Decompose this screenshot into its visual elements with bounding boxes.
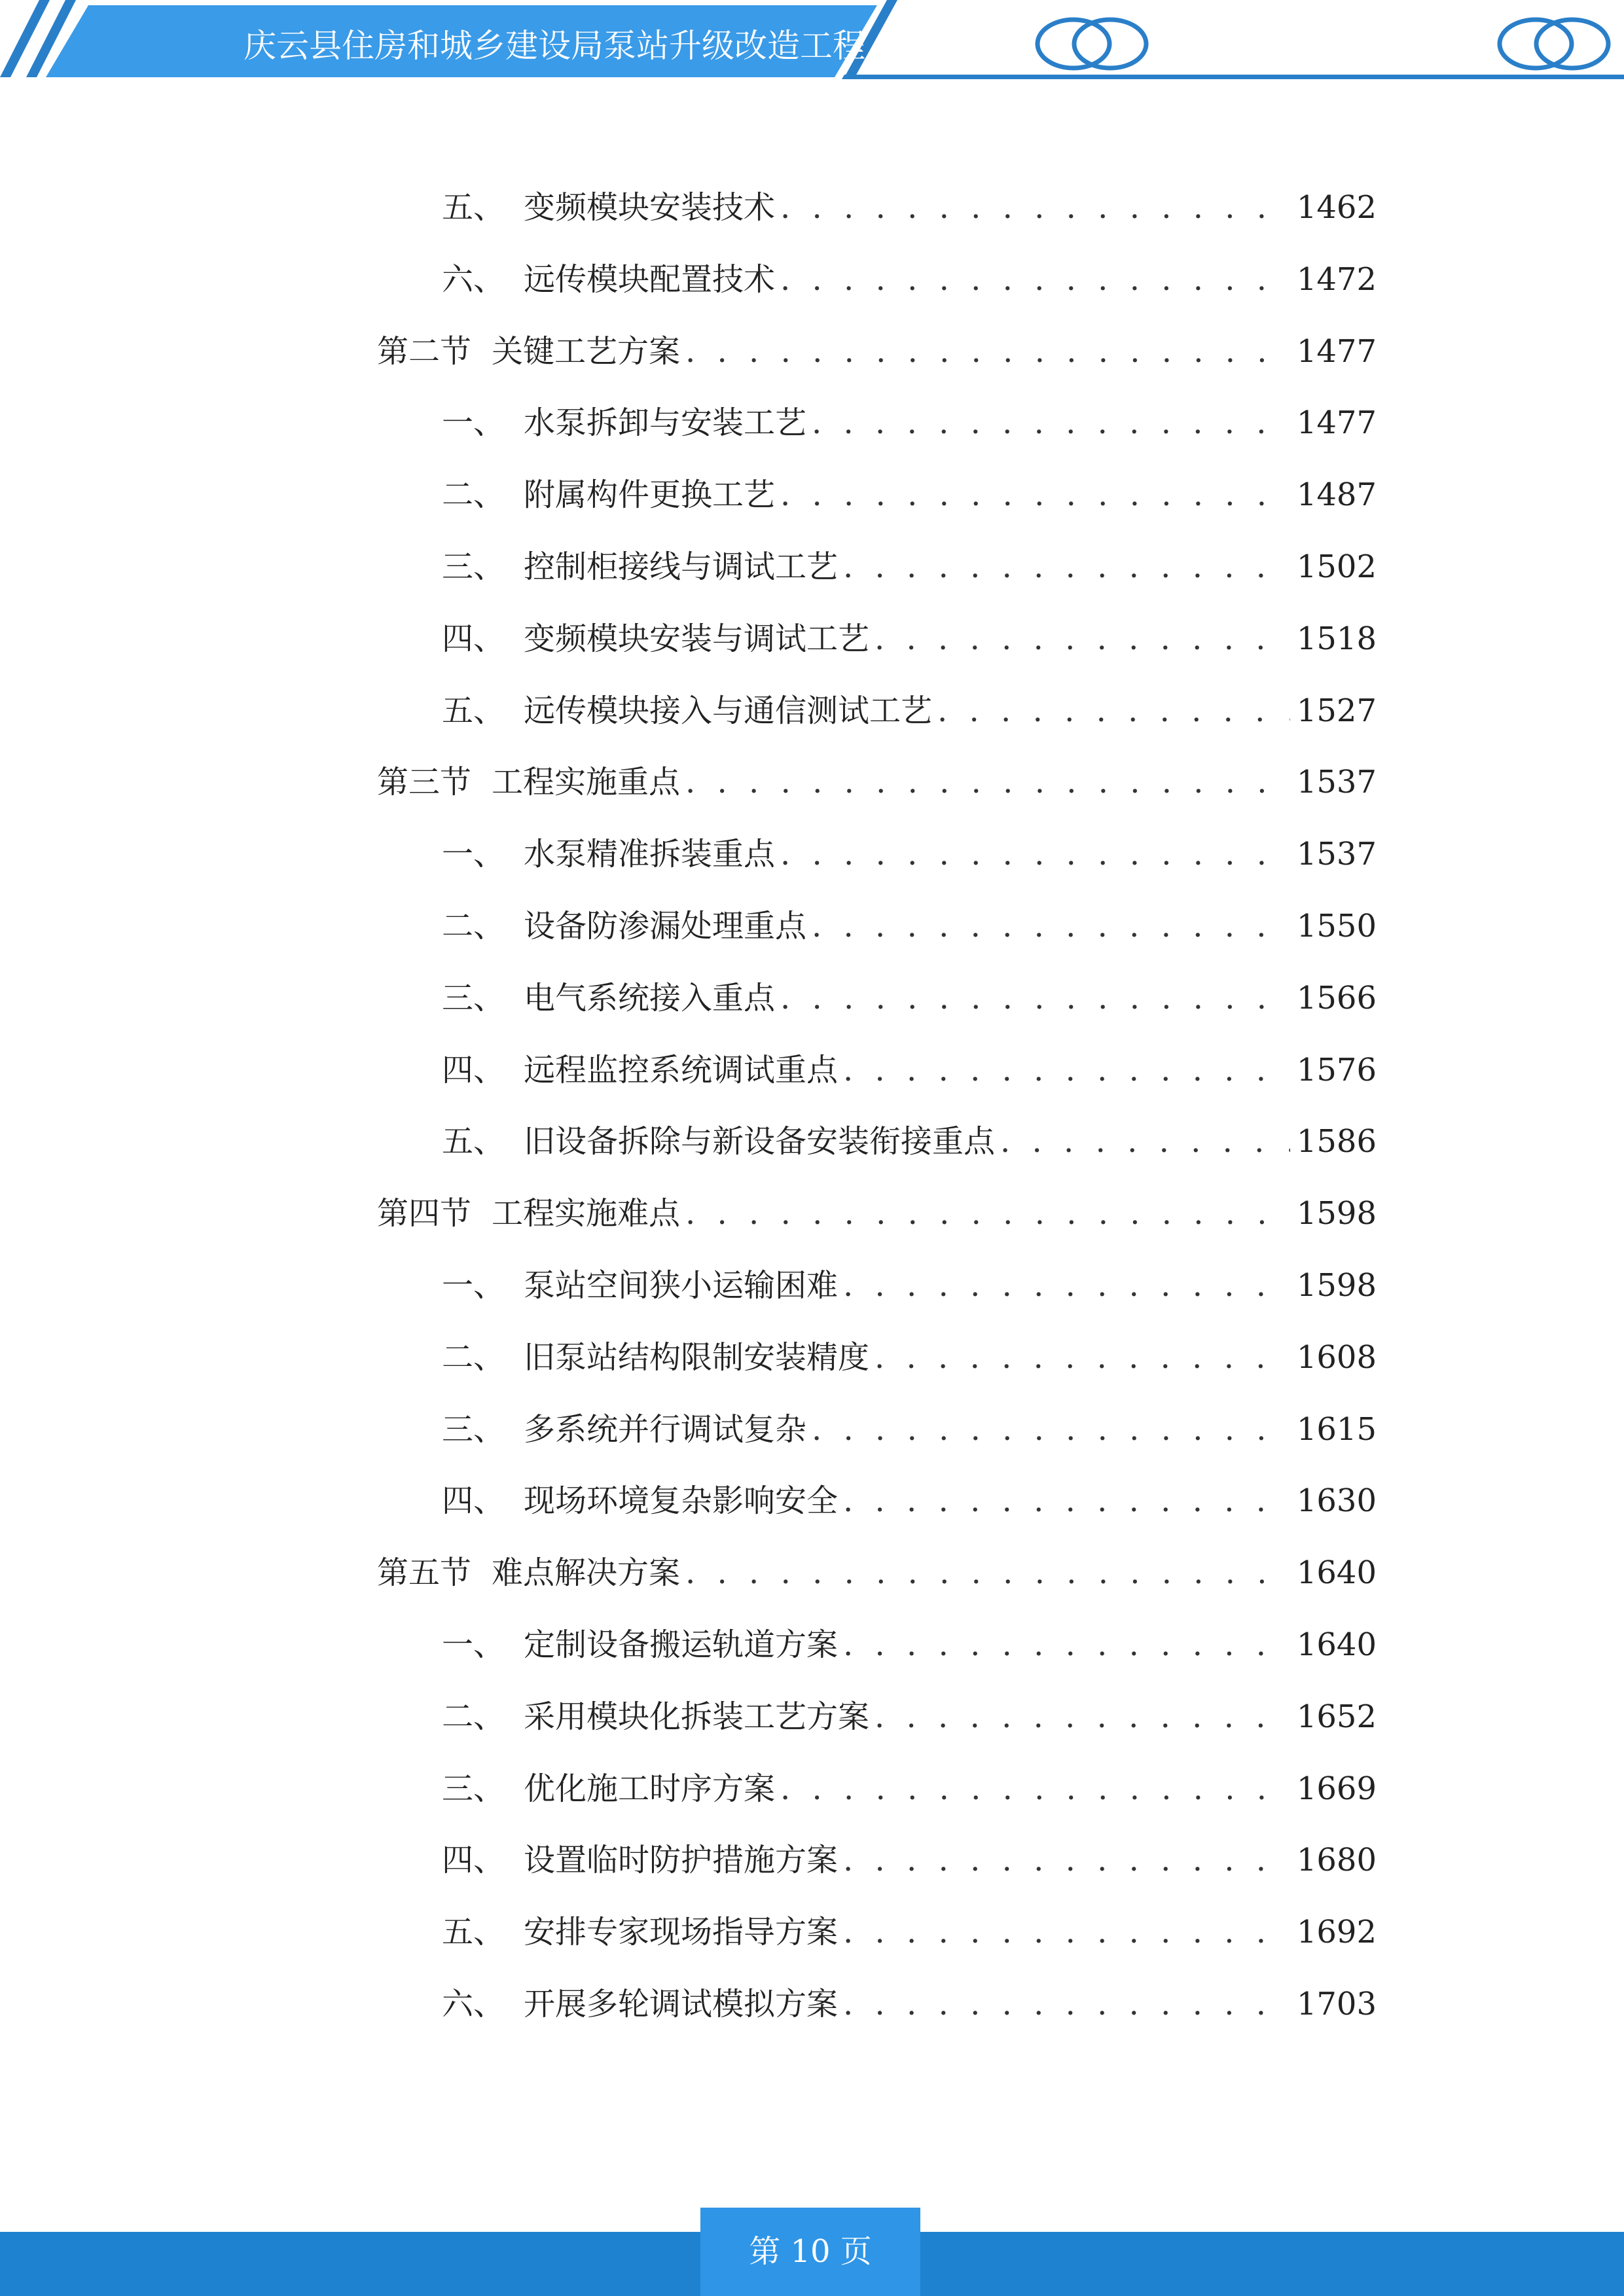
toc-dot-leader <box>843 1047 1290 1093</box>
toc-entry-title: 难点解决方案 <box>492 1554 681 1592</box>
toc-entry-page: 1502 <box>1296 548 1377 585</box>
toc-entry-title: 旧设备拆除与新设备安装衔接重点 <box>524 1123 996 1160</box>
toc-dot-leader <box>843 1909 1290 1955</box>
toc-entry-number: 三、 <box>442 1410 505 1448</box>
toc-entry-title: 远传模块配置技术 <box>524 260 776 298</box>
toc-entry-page: 1598 <box>1296 1195 1377 1232</box>
toc-entry-number: 五、 <box>442 692 505 729</box>
toc-entry[interactable] <box>442 831 1377 877</box>
toc-entry-number: 二、 <box>442 908 505 944</box>
toc-entry-number: 四、 <box>442 1842 505 1879</box>
toc-entry[interactable] <box>442 1119 1377 1164</box>
toc-entry-page: 1615 <box>1296 1410 1377 1448</box>
toc-entry-number: 三、 <box>442 548 505 585</box>
toc-entry-page: 1703 <box>1296 1986 1377 2022</box>
toc-entry-page: 1680 <box>1296 1842 1377 1879</box>
toc-entry-title: 水泵拆卸与安装工艺 <box>524 404 807 442</box>
toc-entry[interactable] <box>442 544 1377 590</box>
toc-entry-title: 现场环境复杂影响安全 <box>524 1482 839 1520</box>
toc-entry-page: 1537 <box>1296 764 1377 801</box>
toc-entry-title: 变频模块安装技术 <box>524 189 776 226</box>
toc-dot-leader <box>1000 1119 1290 1164</box>
toc-entry-number: 一、 <box>442 836 505 873</box>
toc-dot-leader <box>685 759 1290 805</box>
toc-entry-title: 变频模块安装与调试工艺 <box>524 620 870 657</box>
toc-entry-page: 1640 <box>1296 1554 1377 1592</box>
double-ring-logo-icon <box>1033 14 1151 73</box>
toc-entry[interactable] <box>442 975 1377 1021</box>
toc-entry[interactable] <box>442 1622 1377 1668</box>
toc-entry[interactable] <box>442 257 1377 302</box>
toc-entry-number: 五、 <box>442 189 505 226</box>
toc-dot-leader <box>812 903 1290 949</box>
toc-dot-leader <box>780 831 1290 877</box>
toc-entry[interactable] <box>442 1335 1377 1380</box>
toc-entry[interactable] <box>442 1694 1377 1740</box>
toc-entry-page: 1477 <box>1296 404 1377 442</box>
toc-entry[interactable] <box>442 903 1377 949</box>
toc-entry-title: 控制柜接线与调试工艺 <box>524 548 839 585</box>
toc-entry[interactable] <box>442 616 1377 662</box>
toc-entry-number: 四、 <box>442 620 505 657</box>
toc-dot-leader <box>780 472 1290 518</box>
toc-entry[interactable] <box>442 1478 1377 1524</box>
toc-dot-leader <box>812 400 1290 446</box>
toc-entry-title: 泵站空间狭小运输困难 <box>524 1267 839 1304</box>
toc-entry-number: 一、 <box>442 1267 505 1304</box>
toc-dot-leader <box>685 1550 1290 1596</box>
toc-entry-title: 多系统并行调试复杂 <box>524 1410 807 1448</box>
toc-entry-title: 安排专家现场指导方案 <box>524 1914 839 1951</box>
toc-dot-leader <box>685 1191 1290 1236</box>
toc-entry-page: 1462 <box>1296 189 1377 226</box>
toc-dot-leader <box>685 329 1290 374</box>
toc-entry[interactable] <box>442 185 1377 230</box>
toc-entry[interactable] <box>442 1837 1377 1883</box>
toc-dot-leader <box>843 544 1290 590</box>
toc-dot-leader <box>875 1335 1290 1380</box>
header-title: 庆云县住房和城乡建设局泵站升级改造工程 <box>244 27 865 65</box>
toc-entry-number: 一、 <box>442 404 505 442</box>
toc-entry-number: 第五节 <box>377 1554 472 1592</box>
toc-entry-title: 关键工艺方案 <box>492 332 681 370</box>
toc-entry-number: 第三节 <box>377 764 472 801</box>
toc-entry-number: 四、 <box>442 1051 505 1088</box>
toc-entry-number: 六、 <box>442 1986 505 2022</box>
page-header <box>0 0 1624 85</box>
toc-entry-page: 1692 <box>1296 1914 1377 1951</box>
toc-dot-leader <box>780 257 1290 302</box>
toc-entry-page: 1518 <box>1296 620 1377 657</box>
toc-dot-leader <box>780 975 1290 1021</box>
toc-dot-leader <box>843 1622 1290 1668</box>
toc-entry-title: 旧泵站结构限制安装精度 <box>524 1338 870 1376</box>
toc-dot-leader <box>843 1478 1290 1524</box>
toc-entry[interactable] <box>442 1766 1377 1812</box>
toc-entry-title: 远程监控系统调试重点 <box>524 1051 839 1088</box>
page-number: 第 10 页 <box>700 2208 920 2296</box>
toc-entry[interactable] <box>442 1047 1377 1093</box>
toc-dot-leader <box>843 1263 1290 1308</box>
toc-dot-leader <box>843 1981 1290 2027</box>
toc-entry-page: 1640 <box>1296 1626 1377 1663</box>
toc-entry-page: 1537 <box>1296 836 1377 873</box>
toc-entry-page: 1598 <box>1296 1267 1377 1304</box>
toc-entry-page: 1576 <box>1296 1051 1377 1088</box>
toc-section-entry[interactable] <box>377 759 1377 805</box>
toc-entry[interactable] <box>442 1407 1377 1452</box>
toc-entry-title: 设备防渗漏处理重点 <box>524 908 807 944</box>
toc-entry-number: 三、 <box>442 1770 505 1807</box>
toc-entry-title: 工程实施重点 <box>492 764 681 801</box>
toc-entry-number: 第二节 <box>377 332 472 370</box>
toc-entry-number: 二、 <box>442 476 505 514</box>
toc-entry-title: 开展多轮调试模拟方案 <box>524 1986 839 2022</box>
toc-entry-number: 四、 <box>442 1482 505 1520</box>
toc-entry-page: 1669 <box>1296 1770 1377 1807</box>
toc-entry-number: 五、 <box>442 1914 505 1951</box>
toc-entry-title: 远传模块接入与通信测试工艺 <box>524 692 933 729</box>
toc-entry-page: 1630 <box>1296 1482 1377 1520</box>
toc-entry-title: 采用模块化拆装工艺方案 <box>524 1698 870 1735</box>
toc-entry-number: 一、 <box>442 1626 505 1663</box>
toc-entry-number: 二、 <box>442 1698 505 1735</box>
toc-entry-title: 附属构件更换工艺 <box>524 476 776 514</box>
toc-entry-title: 水泵精准拆装重点 <box>524 836 776 873</box>
toc-section-entry[interactable] <box>377 1550 1377 1596</box>
toc-entry-title: 电气系统接入重点 <box>524 979 776 1016</box>
toc-entry-page: 1608 <box>1296 1338 1377 1376</box>
toc-entry-number: 三、 <box>442 979 505 1016</box>
toc-entry[interactable] <box>442 1981 1377 2027</box>
toc-entry-number: 第四节 <box>377 1195 472 1232</box>
toc-dot-leader <box>875 1694 1290 1740</box>
toc-entry-page: 1477 <box>1296 332 1377 370</box>
toc-dot-leader <box>780 1766 1290 1812</box>
toc-entry[interactable] <box>442 1909 1377 1955</box>
toc-section-entry[interactable] <box>377 1191 1377 1236</box>
toc-entry-page: 1527 <box>1296 692 1377 729</box>
toc-entry-title: 设置临时防护措施方案 <box>524 1842 839 1879</box>
toc-entry-number: 二、 <box>442 1338 505 1376</box>
toc-dot-leader <box>875 616 1290 662</box>
toc-entry[interactable] <box>442 400 1377 446</box>
toc-entry[interactable] <box>442 1263 1377 1308</box>
toc-dot-leader <box>843 1837 1290 1883</box>
toc-entry-page: 1550 <box>1296 908 1377 944</box>
toc-entry-page: 1472 <box>1296 260 1377 298</box>
toc-dot-leader <box>812 1407 1290 1452</box>
toc-dot-leader <box>780 185 1290 230</box>
toc-entry-title: 定制设备搬运轨道方案 <box>524 1626 839 1663</box>
toc-entry[interactable] <box>442 472 1377 518</box>
toc-entry-number: 五、 <box>442 1123 505 1160</box>
toc-entry-number: 六、 <box>442 260 505 298</box>
toc-entry-page: 1652 <box>1296 1698 1377 1735</box>
toc-entry[interactable] <box>442 688 1377 734</box>
toc-entry-page: 1566 <box>1296 979 1377 1016</box>
toc-entry-page: 1487 <box>1296 476 1377 514</box>
toc-entry-title: 优化施工时序方案 <box>524 1770 776 1807</box>
toc-entry-title: 工程实施难点 <box>492 1195 681 1232</box>
toc-entry-page: 1586 <box>1296 1123 1377 1160</box>
toc-section-entry[interactable] <box>377 329 1377 374</box>
toc-dot-leader <box>937 688 1290 734</box>
double-ring-logo-icon <box>1495 14 1613 73</box>
